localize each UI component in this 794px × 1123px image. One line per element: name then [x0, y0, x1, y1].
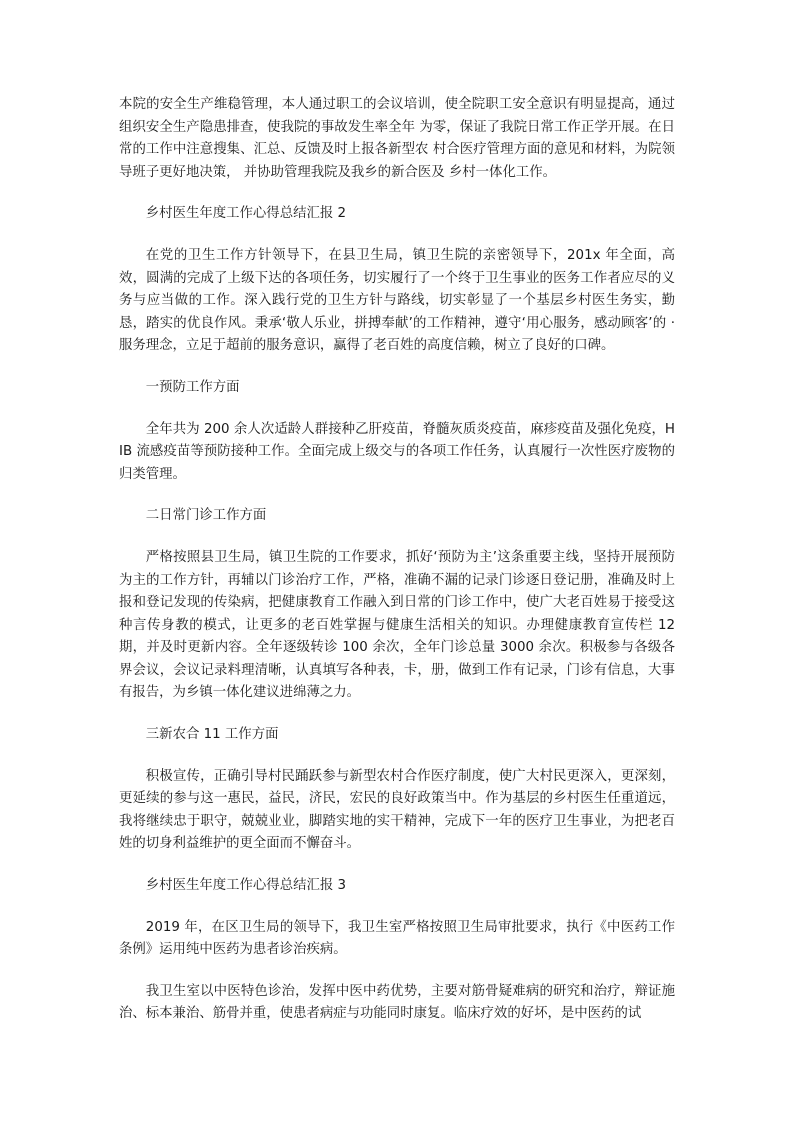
- paragraph-intro: 本院的安全生产维稳管理，本人通过职工的会议培训，使全院职工安全意识有明显提高，通过组织安全生产隐患排查，使我院的事故发生率全年 为零，保证了我院日常工作正学开展。在日常的工作中注意搜集、汇总、反馈及时上报各新型农 村合医疗管理方面的意见和材料，为院领导班子更好地决策， 并协助管理我院及我乡的新合医及 乡村一体化工作。: [119, 97, 675, 180]
- section-heading-report-2: 乡村医生年度工作心得总结汇报 2: [145, 206, 347, 222]
- section-heading-cooperative-medical: 三新农合 11 工作方面: [145, 727, 279, 743]
- paragraph-outpatient: 严格按照县卫生局，镇卫生院的工作要求，抓好‘预防为主’这条重要主线，坚持开展预防为主的工作方针，再辅以门诊治疗工作，严格，准确不漏的记录门诊逐日登记册，准确及时上报和登记发现的传染病，把健康教育工作融入到日常的门诊工作中，使广大老百姓易于接受这种言传身教的模式，让更多的老百姓掌握与健康生活相关的知识。办理健康教育宣传栏 12 期，并及时更新内容。全年逐级转诊 100 余次，全年门诊总量 3000 余次。积极参与各级各界会议，会议记录料理清晰，认真填写各种表，卡，册，做到工作有记录，门诊有信息，大事有报告，为乡镇一体化建议进绵薄之力。: [119, 549, 675, 701]
- paragraph-prevention: 全年共为 200 余人次适龄人群接种乙肝疫苗，脊髓灰质炎疫苗，麻疹疫苗及强化免疫，HIB 流感疫苗等预防接种工作。全面完成上级交与的各项工作任务，认真履行一次性医疗废物的归类管理。: [119, 421, 675, 482]
- section-heading-outpatient: 二日常门诊工作方面: [145, 508, 267, 524]
- paragraph-cooperative-medical: 积极宣传，正确引导村民踊跃参与新型农村合作医疗制度，使广大村民更深入，更深刻，更延续的参与这一惠民，益民，济民，宏民的良好政策当中。作为基层的乡村医生任重道远，我将继续忠于职守，兢兢业业，脚踏实地的实干精神，完成下一年的医疗卫生事业，为把老百姓的切身利益维护的更全面而不懈奋斗。: [119, 768, 675, 852]
- paragraph-report-3-intro: 2019 年，在区卫生局的领导下，我卫生室严格按照卫生局审批要求，执行《中医药工作条例》运用纯中医药为患者诊治疾病。: [119, 919, 675, 958]
- paragraph-report-3-tcm: 我卫生室以中医特色诊治，发挥中医中药优势，主要对筋骨疑难病的研究和治疗，辩证施治、标本兼治、筋骨并重，使患者病症与功能同时康复。临床疗效的好坏，是中医药的试: [119, 983, 675, 1022]
- section-heading-report-3: 乡村医生年度工作心得总结汇报 3: [145, 878, 347, 894]
- document-page: [119, 94, 675, 1045]
- section-heading-prevention: 一预防工作方面: [145, 379, 240, 395]
- paragraph-report-2-intro: 在党的卫生工作方针领导下，在县卫生局，镇卫生院的亲密领导下，201x 年全面，高效，圆满的完成了上级下达的各项任务，切实履行了一个终于卫生事业的医务工作者应尽的义务与应当做的工作。深入践行党的卫生方针与路线，切实彰显了一个基层乡村医生务实，勤恳，踏实的优良作风。秉承‘敬人乐业，拼搏奉献’的工作精神，遵守‘用心服务，感动顾客’的 · 服务理念，立足于超前的服务意识，赢得了老百姓的高度信赖，树立了良好的口碑。: [119, 247, 675, 354]
